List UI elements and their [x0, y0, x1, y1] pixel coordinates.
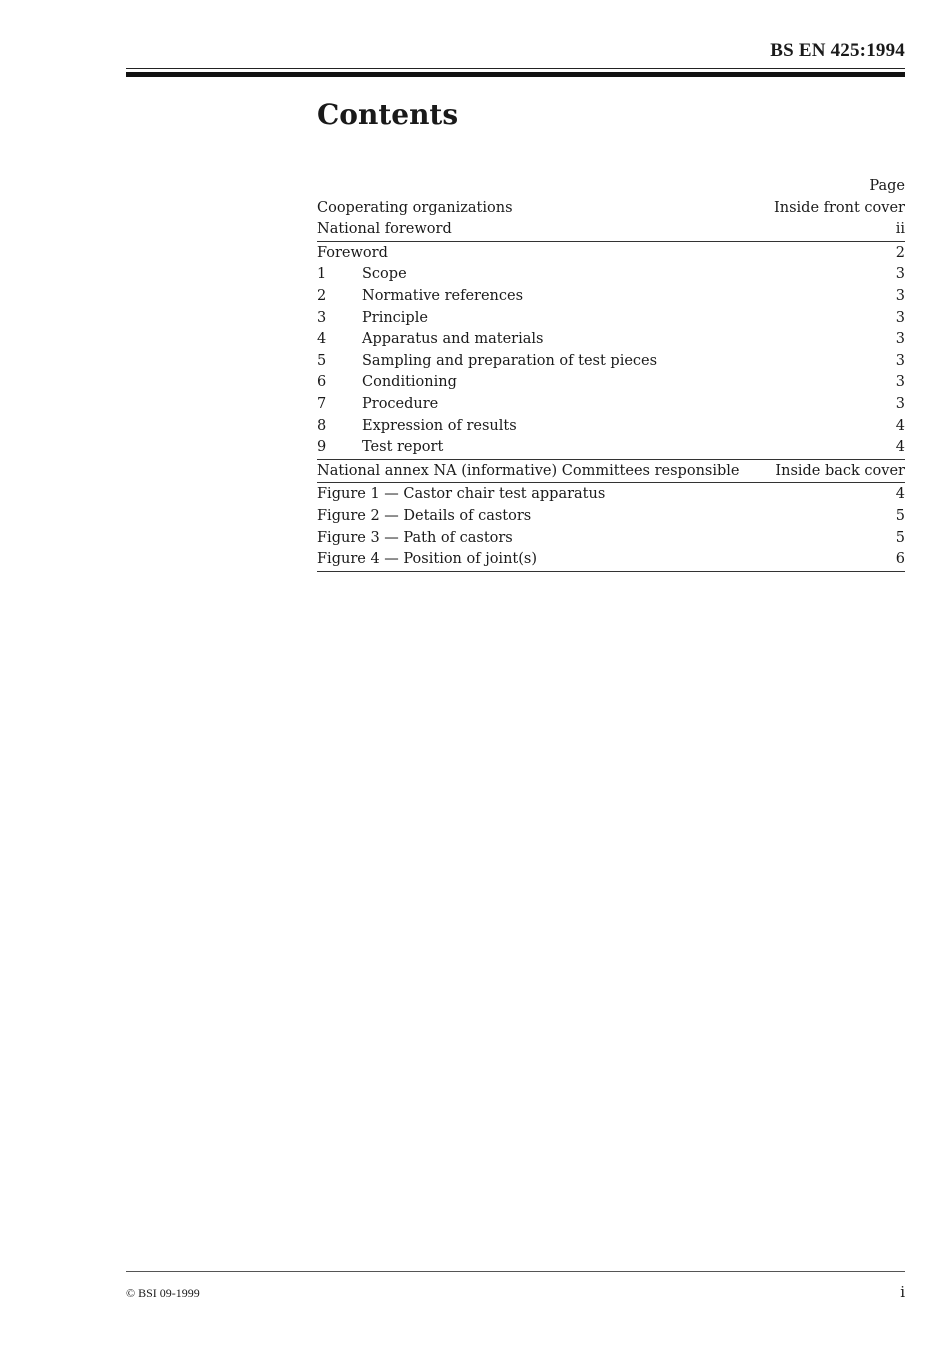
- toc-entry-clause-1[interactable]: [317, 264, 905, 286]
- clause-number: 7: [317, 395, 327, 412]
- toc-entry-page: 5: [895, 529, 905, 546]
- toc-entry-page: 3: [895, 266, 905, 283]
- toc-entry-figure-3[interactable]: [317, 528, 905, 550]
- toc-entry-clause-9[interactable]: [317, 437, 905, 460]
- clause-number: 8: [317, 417, 327, 434]
- toc-entry-foreword[interactable]: [317, 243, 905, 265]
- toc-entry-label: National annex NA (informative) Committees responsible: [317, 462, 740, 479]
- toc-entry-page: 3: [895, 309, 905, 326]
- toc-entry-label: Cooperating organizations: [317, 199, 513, 216]
- toc-entry-page: 3: [895, 352, 905, 369]
- toc-entry-clause-4[interactable]: [317, 329, 905, 351]
- toc-entry-label: Figure 4 — Position of joint(s): [317, 551, 537, 568]
- toc-entry-clause-7[interactable]: [317, 394, 905, 416]
- clause-number: 4: [317, 331, 327, 348]
- clause-number: 3: [317, 309, 327, 326]
- toc-entry-label: Figure 1 — Castor chair test apparatus: [317, 486, 606, 503]
- toc-entry-page: 3: [895, 287, 905, 304]
- page-column-label: Page: [869, 178, 905, 194]
- clause-number: 9: [317, 439, 327, 456]
- table-of-contents: [317, 176, 905, 572]
- toc-entry-label: Figure 2 — Details of castors: [317, 507, 532, 524]
- clause-number: 2: [317, 287, 327, 304]
- clause-number: 5: [317, 352, 327, 369]
- header-rule-thick: [126, 72, 905, 77]
- toc-entry-figure-4[interactable]: [317, 549, 905, 572]
- toc-entry-cooperating-organizations[interactable]: [317, 198, 905, 220]
- header-rule-thin: [126, 68, 905, 69]
- page-number: i: [900, 1283, 905, 1301]
- clause-number: 1: [317, 266, 327, 283]
- toc-entry-page: 4: [895, 439, 905, 456]
- toc-entry-label: National foreword: [317, 221, 452, 238]
- toc-entry-label: Figure 3 — Path of castors: [317, 529, 513, 546]
- toc-entry-clause-8[interactable]: [317, 416, 905, 438]
- toc-entry-clause-5[interactable]: [317, 351, 905, 373]
- document-identifier: BS EN 425:1994: [770, 40, 905, 61]
- toc-entry-page: 3: [895, 331, 905, 348]
- toc-entry-page: 3: [895, 374, 905, 391]
- toc-entry-clause-6[interactable]: [317, 372, 905, 394]
- toc-entry-label: Conditioning: [362, 374, 457, 391]
- toc-entry-label: Scope: [362, 266, 407, 283]
- toc-entry-label: Foreword: [317, 244, 388, 261]
- toc-entry-page: 2: [895, 244, 905, 261]
- footer-rule: [126, 1271, 905, 1272]
- page-title: Contents: [317, 98, 459, 131]
- toc-entry-page: 3: [895, 395, 905, 412]
- toc-entry-label: Principle: [362, 309, 428, 326]
- toc-entry-figure-2[interactable]: [317, 506, 905, 528]
- toc-entry-clause-2[interactable]: [317, 286, 905, 308]
- toc-entry-page: 4: [895, 486, 905, 503]
- toc-entry-national-annex[interactable]: [317, 461, 905, 484]
- toc-entry-clause-3[interactable]: [317, 308, 905, 330]
- page-column-header: [317, 176, 905, 198]
- toc-entry-page: 4: [895, 417, 905, 434]
- toc-entry-page: 5: [895, 507, 905, 524]
- clause-number: 6: [317, 374, 327, 391]
- toc-entry-label: Expression of results: [362, 417, 517, 434]
- toc-entry-label: Apparatus and materials: [362, 331, 544, 348]
- toc-entry-label: Normative references: [362, 287, 524, 304]
- toc-entry-page: ii: [895, 221, 905, 238]
- toc-entry-label: Test report: [362, 439, 444, 456]
- toc-entry-page: Inside front cover: [774, 199, 905, 216]
- toc-entry-label: Procedure: [362, 395, 439, 412]
- toc-entry-national-foreword[interactable]: [317, 219, 905, 242]
- toc-entry-figure-1[interactable]: [317, 484, 905, 506]
- toc-entry-page: Inside back cover: [775, 462, 905, 479]
- toc-entry-label: Sampling and preparation of test pieces: [362, 352, 658, 369]
- toc-entry-page: 6: [895, 551, 905, 568]
- copyright-notice: © BSI 09-1999: [126, 1286, 200, 1300]
